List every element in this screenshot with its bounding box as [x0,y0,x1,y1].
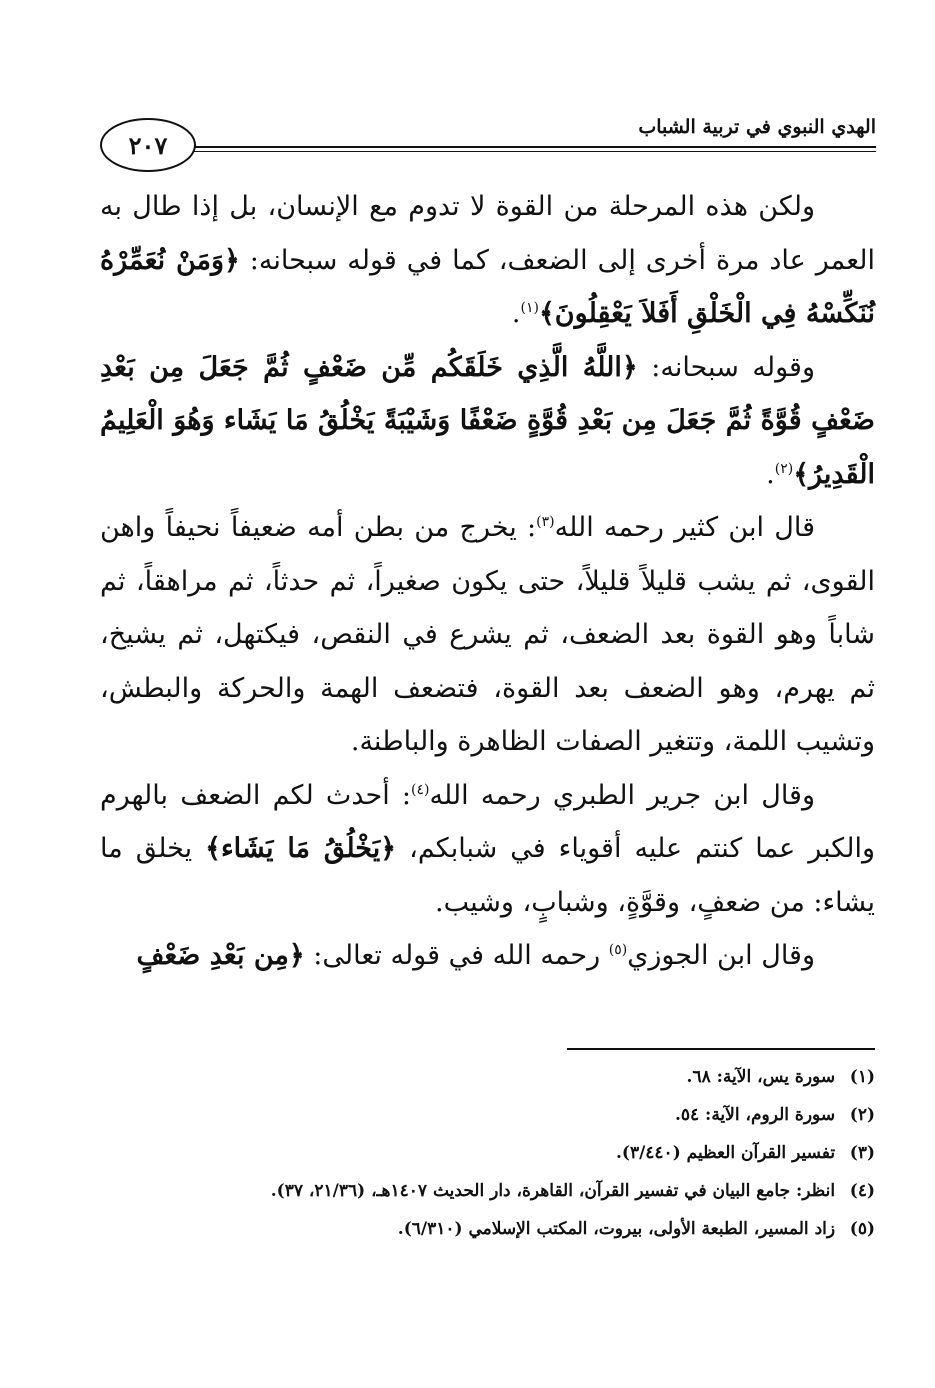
p4-text: وقال ابن جرير الطبري رحمه الله [429,779,815,811]
paragraph-5 [100,929,875,983]
footnote-ref: (٥) [608,942,628,958]
quran-verse: ﴿يَخْلُقُ مَا يَشَاء﴾ [205,833,397,864]
body-text [100,180,875,1005]
paragraph-1 [100,180,875,341]
p4-rest: يخلق ما يشاء: من ضعفٍ، وقوَّةٍ، وشبابٍ، وشيب. [100,833,875,918]
footnote-item [100,1172,875,1210]
footnote-text: سورة يس، الآية: ٦٨. [686,1067,836,1087]
footnote-text: زاد المسير، الطبعة الأولى، بيروت، المكتب الإسلامي (٦/٣١٠). [397,1219,836,1239]
running-title: الهدي النبوي في تربية الشباب [638,116,876,138]
footnote-item [100,1134,875,1172]
footnote-text: تفسير القرآن العظيم (٣/٤٤٠). [615,1143,836,1163]
footnote-number: (٥) [849,1219,875,1239]
paragraph-2 [100,341,875,502]
footnote-ref: (٤) [411,781,430,798]
p2-end: . [766,458,775,490]
p4-mid: : أحدث لكم الضعف بالهرم والكبر عما كنتم عليه أقوياء في شبابكم، [100,779,875,864]
quran-verse: ﴿مِن بَعْدِ ضَعْفٍ [136,940,305,971]
footnote-item [100,1096,875,1134]
p3-text: قال ابن كثير رحمه الله [554,512,816,543]
page-header [100,112,882,174]
p2-text: وقوله سبحانه: [637,351,816,383]
footnote-item [100,1058,875,1096]
footnote-text: انظر: جامع البيان في تفسير القرآن، القاهرة، دار الحديث ١٤٠٧هـ، (٢١/٣٦، ٣٧). [270,1181,836,1201]
footnote-number: (٤) [849,1181,875,1201]
p5-text: وقال ابن الجوزي [627,940,815,971]
header-rule-thick [190,146,876,148]
page-number: ٢٠٧ [100,118,196,172]
paragraph-3 [100,501,875,769]
footnote-text: سورة الروم، الآية: ٥٤. [674,1105,836,1125]
footnote-separator [567,1048,875,1050]
footnote-number: (٣) [849,1143,875,1163]
p1-end: . [511,298,521,329]
quran-verse: ﴿وَمَنْ نُعَمِّرْهُ نُنَكِّسْهُ فِي الْخَلْقِ أَفَلاَ يَعْقِلُونَ﴾ [100,244,875,329]
footnote-ref: (١) [520,300,539,316]
footnote-item [100,1210,875,1248]
footnote-ref: (٣) [536,514,555,530]
footnote-ref: (٢) [774,460,794,477]
p1-text: ولكن هذه المرحلة من القوة لا تدوم مع الإنسان، بل إذا طال به العمر عاد مرة أخرى إلى الضعف، كما في قوله سبحانه: [100,191,875,276]
footnote-number: (٢) [849,1105,875,1125]
footnotes [100,1058,875,1248]
header-rule-thin [190,151,876,152]
p3-rest: : يخرج من بطن أمه ضعيفاً نحيفاً واهن القوى، ثم يشب قليلاً قليلاً، حتى يكون صغيراً، ثم حدثاً، ثم مراهقاً، ثم شاباً وهو القوة بعد الضعف، ثم يشرع في النقص، فيكتهل، ثم يشيخ، ثم يهرم، وهو الضعف بعد القوة، فتضعف الهمة والحركة والبطش، وتشيب اللمة، وتتغير الصفات الظاهرة والباطنة. [100,512,875,757]
p5-mid: رحمه الله في قوله تعالى: [304,940,609,971]
paragraph-4 [100,769,875,930]
footnote-number: (١) [849,1067,875,1087]
quran-verse: ﴿اللَّهُ الَّذِي خَلَقَكُم مِّن ضَعْفٍ ثُمَّ جَعَلَ مِن بَعْدِ ضَعْفٍ قُوَّةً ثُمَّ جَعَلَ مِن بَعْدِ قُوَّةٍ ضَعْفًا وَشَيْبَةً يَخْلُقُ مَا يَشَاء وَهُوَ الْعَلِيمُ الْقَدِيرُ﴾ [100,351,875,490]
